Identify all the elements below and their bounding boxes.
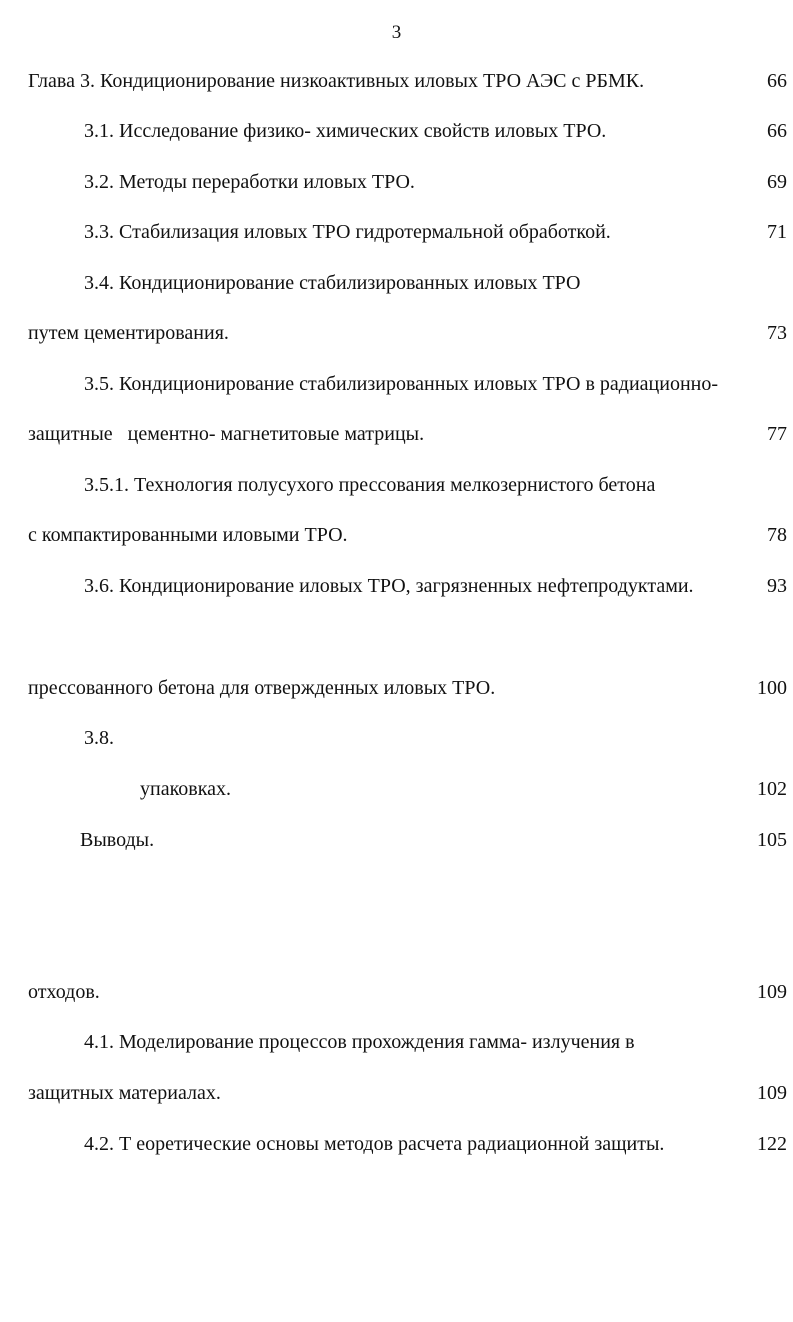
toc-page: 69 bbox=[767, 171, 787, 193]
toc-entry-3-8-line2 bbox=[140, 776, 787, 802]
toc-text: прессованного бетона для отвержденных иловых ТРО. bbox=[28, 677, 496, 699]
toc-entry-4-1-line1: 4.1. Моделирование процессов прохождения гамма- излучения в bbox=[84, 1031, 635, 1053]
toc-text: 3.1. Исследование физико- химических свойств иловых ТРО. bbox=[84, 120, 607, 142]
toc-entry-3-7-line2 bbox=[28, 675, 787, 701]
toc-page: 77 bbox=[767, 423, 787, 445]
toc-page: 66 bbox=[767, 120, 787, 142]
toc-page: 71 bbox=[767, 221, 787, 243]
toc-entry-3-4-line2 bbox=[28, 320, 787, 346]
toc-page: 100 bbox=[757, 677, 787, 699]
toc-text: путем цементирования. bbox=[28, 322, 229, 344]
toc-text: защитные цементно- магнетитовые матрицы. bbox=[28, 423, 425, 445]
toc-entry-3-4-line1: 3.4. Кондиционирование стабилизированных иловых ТРО bbox=[84, 272, 581, 294]
toc-page: 93 bbox=[767, 575, 787, 597]
toc-text: защитных материалах. bbox=[28, 1082, 221, 1104]
toc-entry-3-5-line2 bbox=[28, 421, 787, 447]
toc-entry-3-1 bbox=[84, 118, 787, 144]
toc-entry-4-1-line2 bbox=[28, 1080, 787, 1106]
toc-page: 78 bbox=[767, 524, 787, 546]
toc-entry-4-2 bbox=[84, 1131, 787, 1157]
toc-entry-ch3 bbox=[28, 68, 787, 94]
toc-text: Глава 3. Кондиционирование низкоактивных иловых ТРО АЭС с РБМК. bbox=[28, 70, 645, 92]
toc-text: отходов. bbox=[28, 981, 100, 1003]
toc-page: 105 bbox=[757, 829, 787, 851]
toc-entry-3-5-1-line1: 3.5.1. Технология полусухого прессования мелкозернистого бетона bbox=[84, 474, 656, 496]
toc-number: 3.8. bbox=[84, 727, 114, 749]
toc-text-justified bbox=[140, 725, 787, 751]
toc-entry-3-8-line1 bbox=[84, 725, 787, 751]
toc-text: с компактированными иловыми ТРО. bbox=[28, 524, 348, 546]
toc-entry-3-5-1-line2 bbox=[28, 522, 787, 548]
toc-page: 66 bbox=[767, 70, 787, 92]
toc-text: 3.3. Стабилизация иловых ТРО гидротермальной обработкой. bbox=[84, 221, 611, 243]
toc-entry-3-5-line1: 3.5. Кондиционирование стабилизированных иловых ТРО в радиационно- bbox=[84, 373, 719, 395]
toc-entry-conclusions bbox=[80, 827, 787, 853]
toc-entry-3-6 bbox=[84, 573, 787, 599]
toc-text: 3.2. Методы переработки иловых ТРО. bbox=[84, 171, 415, 193]
toc-page: 109 bbox=[757, 981, 787, 1003]
toc-text: 4.2. Т еоретические основы методов расчета радиационной защиты. bbox=[84, 1133, 665, 1155]
toc-entry-3-3 bbox=[84, 219, 787, 245]
toc-text: Выводы. bbox=[80, 829, 155, 851]
toc-page: 109 bbox=[757, 1082, 787, 1104]
toc-entry-ch4-line3 bbox=[28, 979, 787, 1005]
toc-page: 73 bbox=[767, 322, 787, 344]
toc-text: упаковках. bbox=[140, 778, 232, 800]
toc-entry-3-2 bbox=[84, 169, 787, 195]
toc-page: 102 bbox=[757, 778, 787, 800]
toc-page: 122 bbox=[757, 1133, 787, 1155]
page-number: 3 bbox=[391, 22, 402, 43]
toc-text: 3.6. Кондиционирование иловых ТРО, загрязненных нефтепродуктами. bbox=[84, 575, 694, 597]
